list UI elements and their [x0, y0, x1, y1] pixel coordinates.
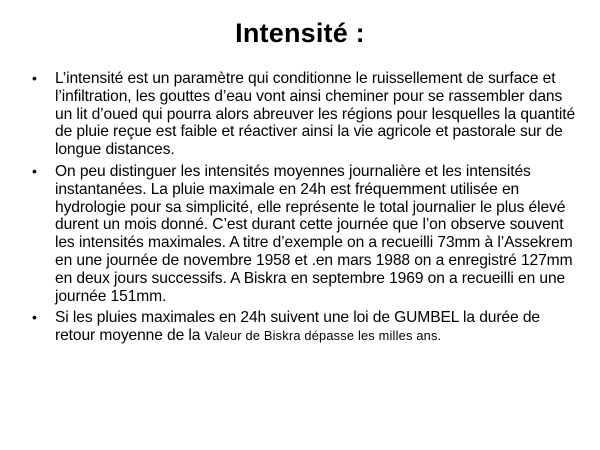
bullet-text-tail: aleur de Biskra dépasse les milles ans. [212, 328, 442, 344]
bullet-list [32, 70, 580, 349]
bullet-point-icon: • [32, 309, 37, 326]
bullet-text: L’intensité est un paramètre qui conditionne le ruissellement de surface et l’infiltration, les gouttes d’eau vont ainsi cheminer pour se rassembler dans un lit d’oued qui pourra alors abreuver les régions pour lesquelles la quantité de pluie reçue est faible et réactiver ainsi la vie agricole et pastorale sur de longue distances. [55, 70, 576, 159]
bullet-point-icon: • [32, 70, 37, 86]
slide-title: Intensité : [235, 18, 365, 48]
bullet-text: On peu distinguer les intensités moyennes journalière et les intensités instantanées. La pluie maximale en 24h est fréquemment utilisée en hydrologie pour sa simplicité, elle représente le total journalier le plus élevé durent un mois donné. C’est durant cette journée que l’on observe souvent les intensités maximales. A titre d’exemple on a recueilli 73mm à l’Assekrem en une journée de novembre 1958 et .en mars 1988 on a enregistré 127mm en deux jours successifs. A Biskra en septembre 1969 on a recueilli en une journée 151mm. [55, 162, 573, 305]
bullet-item-intensity-definition [32, 70, 580, 159]
bullet-point-icon: • [32, 162, 37, 179]
bullet-item-daily-intensities [32, 163, 580, 305]
bullet-item-gumbel-law [32, 309, 580, 345]
bullet-text: Si les pluies maximales en 24h suivent une loi de GUMBEL la durée de retour moyenne de la v [55, 309, 540, 345]
